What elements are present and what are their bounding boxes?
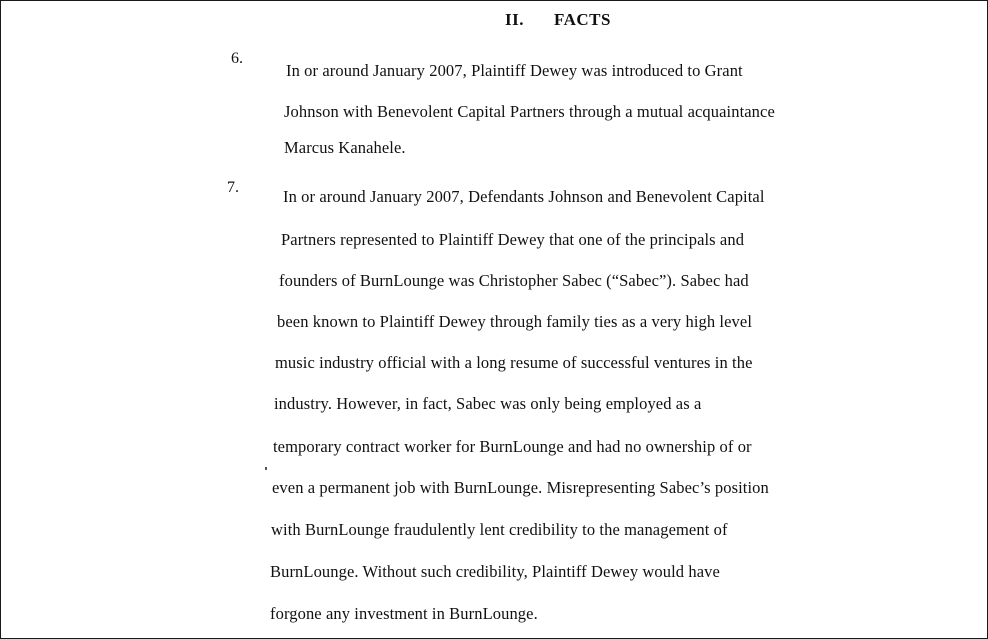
paragraph-line: even a permanent job with BurnLounge. Misrepresenting Sabec’s position (272, 478, 769, 497)
scan-speck (265, 467, 267, 470)
paragraph-line: industry. However, in fact, Sabec was only being employed as a (274, 394, 702, 413)
section-number: II. (505, 10, 524, 29)
paragraph-line: founders of BurnLounge was Christopher Sabec (“Sabec”). Sabec had (279, 271, 749, 290)
paragraph-number: 6. (231, 50, 243, 67)
paragraph-line: music industry official with a long resume of successful ventures in the (275, 353, 753, 372)
paragraph-line: In or around January 2007, Defendants Johnson and Benevolent Capital (283, 187, 765, 206)
paragraph-line: Partners represented to Plaintiff Dewey that one of the principals and (281, 230, 745, 249)
paragraph-line: been known to Plaintiff Dewey through family ties as a very high level (277, 312, 753, 331)
paragraph-line: forgone any investment in BurnLounge. (270, 604, 538, 623)
paragraph-line: temporary contract worker for BurnLounge and had no ownership of or (273, 437, 752, 456)
paragraph-line: Johnson with Benevolent Capital Partners through a mutual acquaintance (284, 102, 775, 121)
paragraph-line: Marcus Kanahele. (284, 138, 406, 157)
paragraph-line: BurnLounge. Without such credibility, Plaintiff Dewey would have (270, 562, 720, 581)
paragraph-number: 7. (227, 179, 239, 196)
section-title: FACTS (554, 10, 611, 29)
paragraph-line: with BurnLounge fraudulently lent credibility to the management of (271, 520, 728, 539)
paragraph-line: In or around January 2007, Plaintiff Dewey was introduced to Grant (286, 61, 743, 80)
